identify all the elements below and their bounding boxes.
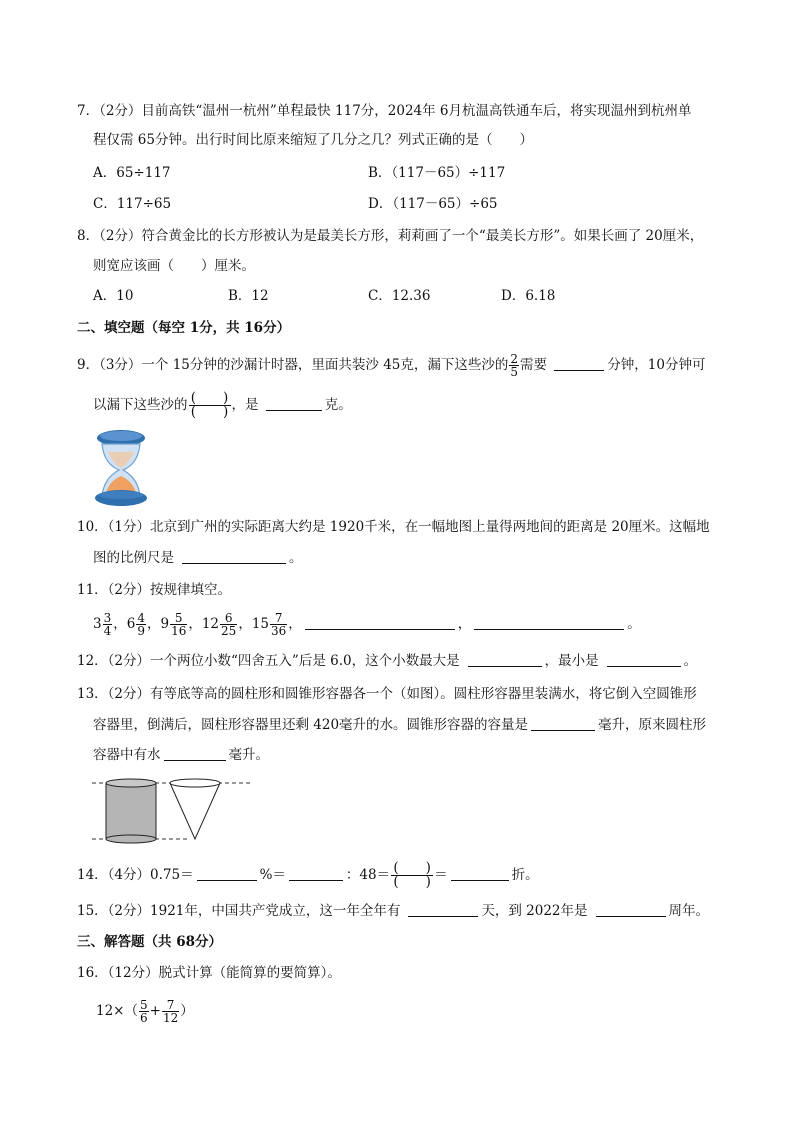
- q9-blank-2[interactable]: [266, 396, 322, 411]
- q11-term-4-frac: [220, 612, 237, 637]
- q14-text-e: 折。: [511, 867, 539, 883]
- q7-option-c: C．117÷65: [93, 196, 172, 212]
- q7-line1: 7．（2分）目前高铁“温州一杭州”单程最快 117分，2024年 6月杭温高铁通车后，将实现温州到杭州单: [77, 103, 692, 119]
- q11-sep-2: ，: [146, 616, 161, 632]
- q11-sep-4: ，: [238, 616, 252, 632]
- q14-text-a: 14．（4分）0.75＝: [77, 867, 194, 883]
- hourglass-top-cap-highlight: [100, 431, 142, 441]
- q9-paren-den: ( ): [190, 404, 229, 420]
- q11-term-4: [202, 608, 238, 640]
- cylinder-body: [106, 783, 156, 839]
- q11-term-4-den: 25: [221, 623, 237, 638]
- q16-line1: 16．（12分）脱式计算（能简算的要简算）。: [77, 965, 341, 981]
- q11-term-3-num: 5: [170, 612, 187, 625]
- q16-fraction-1: [139, 999, 149, 1024]
- q14-blank-3[interactable]: [451, 866, 509, 881]
- q9-fraction-den: 5: [510, 365, 519, 379]
- q9-paren-num: ( ): [189, 392, 231, 406]
- q13-text-a: 容器里，倒满后，圆柱形容器里还剩 420毫升的水。圆锥形容器的容量是: [93, 717, 529, 733]
- q13-blank-1[interactable]: [531, 716, 595, 731]
- q9-text-d: 以漏下这些沙的: [93, 397, 188, 413]
- q9-fraction: [509, 353, 519, 378]
- q16-fraction-2: [162, 999, 179, 1024]
- q10-text-a: 图的比例尺是: [93, 550, 174, 566]
- q12-line: [77, 651, 697, 671]
- q14-text-d: ＝: [434, 867, 448, 883]
- q11-term-1-whole: 3: [93, 616, 102, 632]
- q16-fraction-2-num: 7: [162, 999, 179, 1012]
- q13-text-b: 毫升，原来圆柱形: [598, 717, 707, 733]
- q11-term-5-den: 36: [271, 623, 287, 638]
- q16-fraction-1-num: 5: [140, 998, 148, 1012]
- q11-term-1-frac: [103, 612, 113, 637]
- q14-paren-den: ( ): [393, 874, 431, 890]
- q11-term-5-whole: 15: [251, 616, 269, 632]
- q9-text-a: 9．（3分）一个 15分钟的沙漏计时器，里面共装沙 45克，漏下这些沙的: [77, 357, 509, 373]
- cone-sides: [170, 783, 220, 839]
- q7-option-b: B．（117－65）÷117: [368, 165, 506, 181]
- q13-text-d: 毫升。: [228, 747, 269, 763]
- q11-term-2-whole: 6: [126, 616, 136, 632]
- q13-line2: [93, 715, 706, 735]
- q11-term-2-den: 9: [137, 623, 145, 638]
- q13-blank-2[interactable]: [164, 746, 226, 761]
- q9-line2: [93, 388, 352, 422]
- cylinder-bottom: [106, 835, 156, 843]
- section-2-title: 二、填空题（每空 1分，共 16分）: [77, 320, 291, 336]
- q11-sep-3: ，: [188, 616, 202, 632]
- q14-line: [77, 858, 539, 892]
- q14-text-c: ：48＝: [345, 867, 391, 883]
- cylinder-cone-figure: [92, 775, 252, 845]
- q8-option-d: D．6.18: [501, 288, 556, 304]
- q9-text-b: 需要: [520, 357, 548, 373]
- q10-text-b: 。: [289, 550, 303, 566]
- section-3-title: 三、解答题（共 68分）: [77, 934, 222, 950]
- q11-term-3: [160, 608, 188, 640]
- q13-text-c: 容器中有水: [93, 747, 161, 763]
- q10-line2: [93, 548, 303, 568]
- q11-term-3-den: 16: [171, 623, 187, 638]
- q9-text-e: ，是: [231, 397, 259, 413]
- q16-fraction-1-den: 6: [140, 1011, 148, 1025]
- q16-plus: +: [149, 1003, 161, 1019]
- q7-line2: 程仅需 65分钟。出行时间比原来缩短了几分之几？列式正确的是（ ）: [93, 132, 533, 148]
- q11-blank-2[interactable]: [474, 615, 624, 630]
- q8-line2: 则宽应该画（ ）厘米。: [93, 258, 255, 274]
- hourglass-illustration: [92, 428, 150, 508]
- q14-text-b: %＝: [259, 867, 286, 883]
- q14-paren-num: ( ): [391, 862, 433, 876]
- q11-term-3-frac: [170, 612, 187, 637]
- q7-option-d: D．（117－65）÷65: [368, 196, 498, 212]
- q8-option-b: B．12: [228, 288, 269, 304]
- q13-line1: 13．（2分）有等底等高的圆柱形和圆锥形容器各一个（如图）。圆柱形容器里装满水，将它倒入空圆锥形: [77, 686, 697, 702]
- q12-text-b: ，最小是: [544, 653, 599, 669]
- q11-sep-1: ，: [113, 616, 127, 632]
- q10-blank[interactable]: [182, 549, 286, 564]
- q8-option-a: A．10: [93, 288, 134, 304]
- q16-expr-post: ）: [180, 1003, 194, 1019]
- q11-term-5-frac: [270, 612, 287, 637]
- q11-term-2: [127, 608, 147, 640]
- q12-text-a: 12．（2分）一个两位小数“四舍五入”后是 6.0，这个小数最大是: [77, 653, 460, 669]
- q15-blank-1[interactable]: [408, 902, 478, 917]
- q14-paren-fraction: [391, 862, 433, 889]
- q7-option-a: A．65÷117: [93, 165, 171, 181]
- q11-term-1-num: 3: [103, 610, 112, 625]
- q15-text-a: 15．（2分）1921年，中国共产党成立，这一年全年有: [77, 903, 401, 919]
- q11-term-1-den: 4: [103, 623, 112, 638]
- q11-line1: 11．（2分）按规律填空。: [77, 582, 232, 598]
- q15-line: [77, 901, 709, 921]
- q11-term-5: [252, 608, 288, 640]
- q15-text-b: 天，到 2022年是: [481, 903, 588, 919]
- q11-term-2-frac: [136, 612, 146, 637]
- q9-line1: [77, 350, 706, 380]
- q9-text-f: 克。: [324, 397, 352, 413]
- q16-expr-pre: 12×（: [96, 1003, 138, 1019]
- q11-blank-1[interactable]: [305, 615, 455, 630]
- q11-term-2-num: 4: [137, 610, 145, 625]
- q16-fraction-2-den: 12: [162, 1011, 179, 1025]
- q11-end: 。: [627, 616, 641, 632]
- q9-blank-1[interactable]: [554, 356, 604, 371]
- q15-blank-2[interactable]: [596, 902, 666, 917]
- q11-term-4-num: 6: [220, 612, 237, 625]
- q11-sep-6: ，: [457, 616, 472, 632]
- q12-blank-max[interactable]: [468, 652, 542, 667]
- q11-term-5-num: 7: [270, 612, 287, 625]
- q14-blank-2[interactable]: [289, 866, 343, 881]
- q9-paren-fraction: [189, 392, 231, 419]
- q8-line1: 8．（2分）符合黄金比的长方形被认为是最美长方形，莉莉画了一个“最美长方形”。如果长画了 20厘米，: [77, 228, 704, 244]
- q8-option-c: C．12.36: [368, 288, 431, 304]
- q16-expression: [96, 994, 194, 1028]
- q10-line1: 10．（1分）北京到广州的实际距离大约是 1920千米，在一幅地图上量得两地间的距离是 20厘米。这幅地: [77, 519, 710, 535]
- q12-text-c: 。: [683, 653, 698, 669]
- q11-sequence: [93, 608, 641, 640]
- q12-blank-min[interactable]: [607, 652, 681, 667]
- q9-text-c: 分钟，10分钟可: [607, 357, 706, 373]
- q14-blank-1[interactable]: [197, 866, 257, 881]
- cylinder-top: [106, 779, 156, 787]
- q15-text-c: 周年。: [668, 903, 710, 919]
- q13-line3: [93, 745, 269, 765]
- q11-sep-5: ，: [288, 616, 302, 632]
- q9-fraction-num: 2: [510, 352, 519, 366]
- q11-term-4-whole: 12: [201, 616, 220, 632]
- q11-term-3-whole: 9: [160, 616, 170, 632]
- q11-term-1: [93, 608, 113, 640]
- cone-top: [170, 779, 220, 787]
- hourglass-base-highlight: [99, 491, 143, 499]
